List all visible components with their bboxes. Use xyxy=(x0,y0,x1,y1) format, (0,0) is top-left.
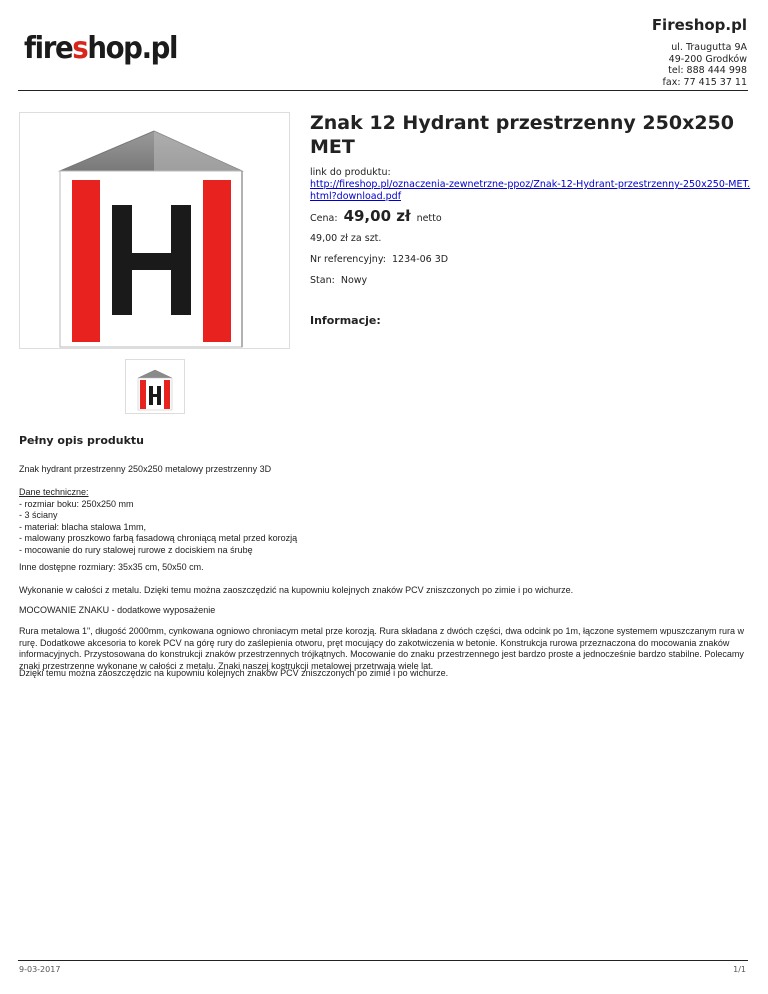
technical-data-line: - materiał: blacha stalowa 1mm, xyxy=(19,521,147,532)
product-image[interactable] xyxy=(19,112,290,349)
product-title: Znak 12 Hydrant przestrzenny 250x250 MET xyxy=(310,112,734,158)
price-value: 49,00 zł xyxy=(343,207,411,225)
logo-text-part2: hop.pl xyxy=(87,31,178,66)
technical-data-heading: Dane techniczne: xyxy=(19,487,89,497)
technical-data-line: - rozmiar boku: 250x250 mm xyxy=(19,498,134,509)
reference-label: Nr referencyjny: xyxy=(310,254,386,265)
shop-title: Fireshop.pl xyxy=(651,16,747,34)
logo-text-accent: s xyxy=(72,31,88,66)
price-row xyxy=(310,207,442,225)
state-label: Stan: xyxy=(310,275,335,286)
closing-note: Dzięki temu można zaoszczędzic na kupowniu kolejnych znaków PCV zniszczonych po zimie i po wichurze. xyxy=(19,668,449,678)
footer-date: 9-03-2017 xyxy=(19,965,61,974)
header-divider xyxy=(18,90,748,91)
product-link[interactable]: http://fireshop.pl/oznaczenia-zewnetrzne-ppoz/Znak-12-Hydrant-przestrzenny-250x250-MET.html?download.pdf xyxy=(310,179,751,202)
logo-text-part1: fire xyxy=(24,31,73,66)
available-sizes: Inne dostępne rozmiary: 35x35 cm, 50x50 cm. xyxy=(19,562,204,572)
mounting-description: Rura metalowa 1", długość 2000mm, cynkowana ogniowo chroniacym metal prze korozją. Rura składana z dwóch części, dwa odcink po 1m, łączone systemem wpuszczanym rura w rurę. Dodatkowe akcesoria to korek PCV na górę rury do zaślepienia otworu, pręt mocujący do zakotwiczenia w betonie. Konstrukcja rurowa przeznaczona do mocowania znaków informacyjnych. Przystosowana do konstrukcji znaków przestrzennych trójkątnych. Mocowanie do znaku przestrzennego jest bardzo proste a jednocześnie bardzo stabilne. Polecamy znaki przestrzenne wykonane w całości z metalu. Znaki naszej kostrukcji metalowej przetrwaja wiele lat. xyxy=(19,626,745,671)
address-line: tel: 888 444 998 xyxy=(668,65,747,77)
address-line: ul. Traugutta 9A xyxy=(671,42,747,53)
product-link-label: link do produktu: xyxy=(310,167,391,178)
address-line: fax: 77 415 37 11 xyxy=(662,76,747,88)
description-heading: Pełny opis produktu xyxy=(19,434,144,447)
info-heading: Informacje: xyxy=(310,314,381,327)
technical-data-line: - malowany proszkowo farbą fasadową chroniącą metal przed korozją xyxy=(19,533,298,543)
metal-construction-note: Wykonanie w całości z metalu. Dzięki temu można zaoszczędzić na kupowniu kolejnych znaków PCV zniszczonych po zimie i po wichurze. xyxy=(19,585,574,595)
unit-price: 49,00 zł za szt. xyxy=(310,233,382,244)
technical-data xyxy=(19,487,749,556)
page-number: 1/1 xyxy=(733,965,746,974)
product-state xyxy=(310,275,367,286)
hydrant-sign-3d-image xyxy=(20,113,289,348)
technical-data-line: - mocowanie do rury stalowej rurowe z dociskiem na śrubę xyxy=(19,544,253,555)
footer-divider xyxy=(18,960,748,961)
price-suffix: netto xyxy=(416,213,442,224)
reference-value: 1234-06 3D xyxy=(392,254,449,265)
reference-number xyxy=(310,254,448,265)
hydrant-sign-thumbnail-image xyxy=(126,360,184,413)
state-value: Nowy xyxy=(340,275,368,286)
shop-address xyxy=(663,42,747,88)
price-label: Cena: xyxy=(310,213,338,224)
address-line: 49-200 Grodków xyxy=(668,53,747,65)
mounting-heading: MOCOWANIE ZNAKU - dodatkowe wyposażenie xyxy=(19,605,216,615)
technical-data-line: - 3 ściany xyxy=(19,510,58,520)
product-thumbnail[interactable] xyxy=(125,359,185,414)
fireshop-logo[interactable] xyxy=(24,31,178,66)
description-intro: Znak hydrant przestrzenny 250x250 metalowy przestrzenny 3D xyxy=(19,464,272,474)
